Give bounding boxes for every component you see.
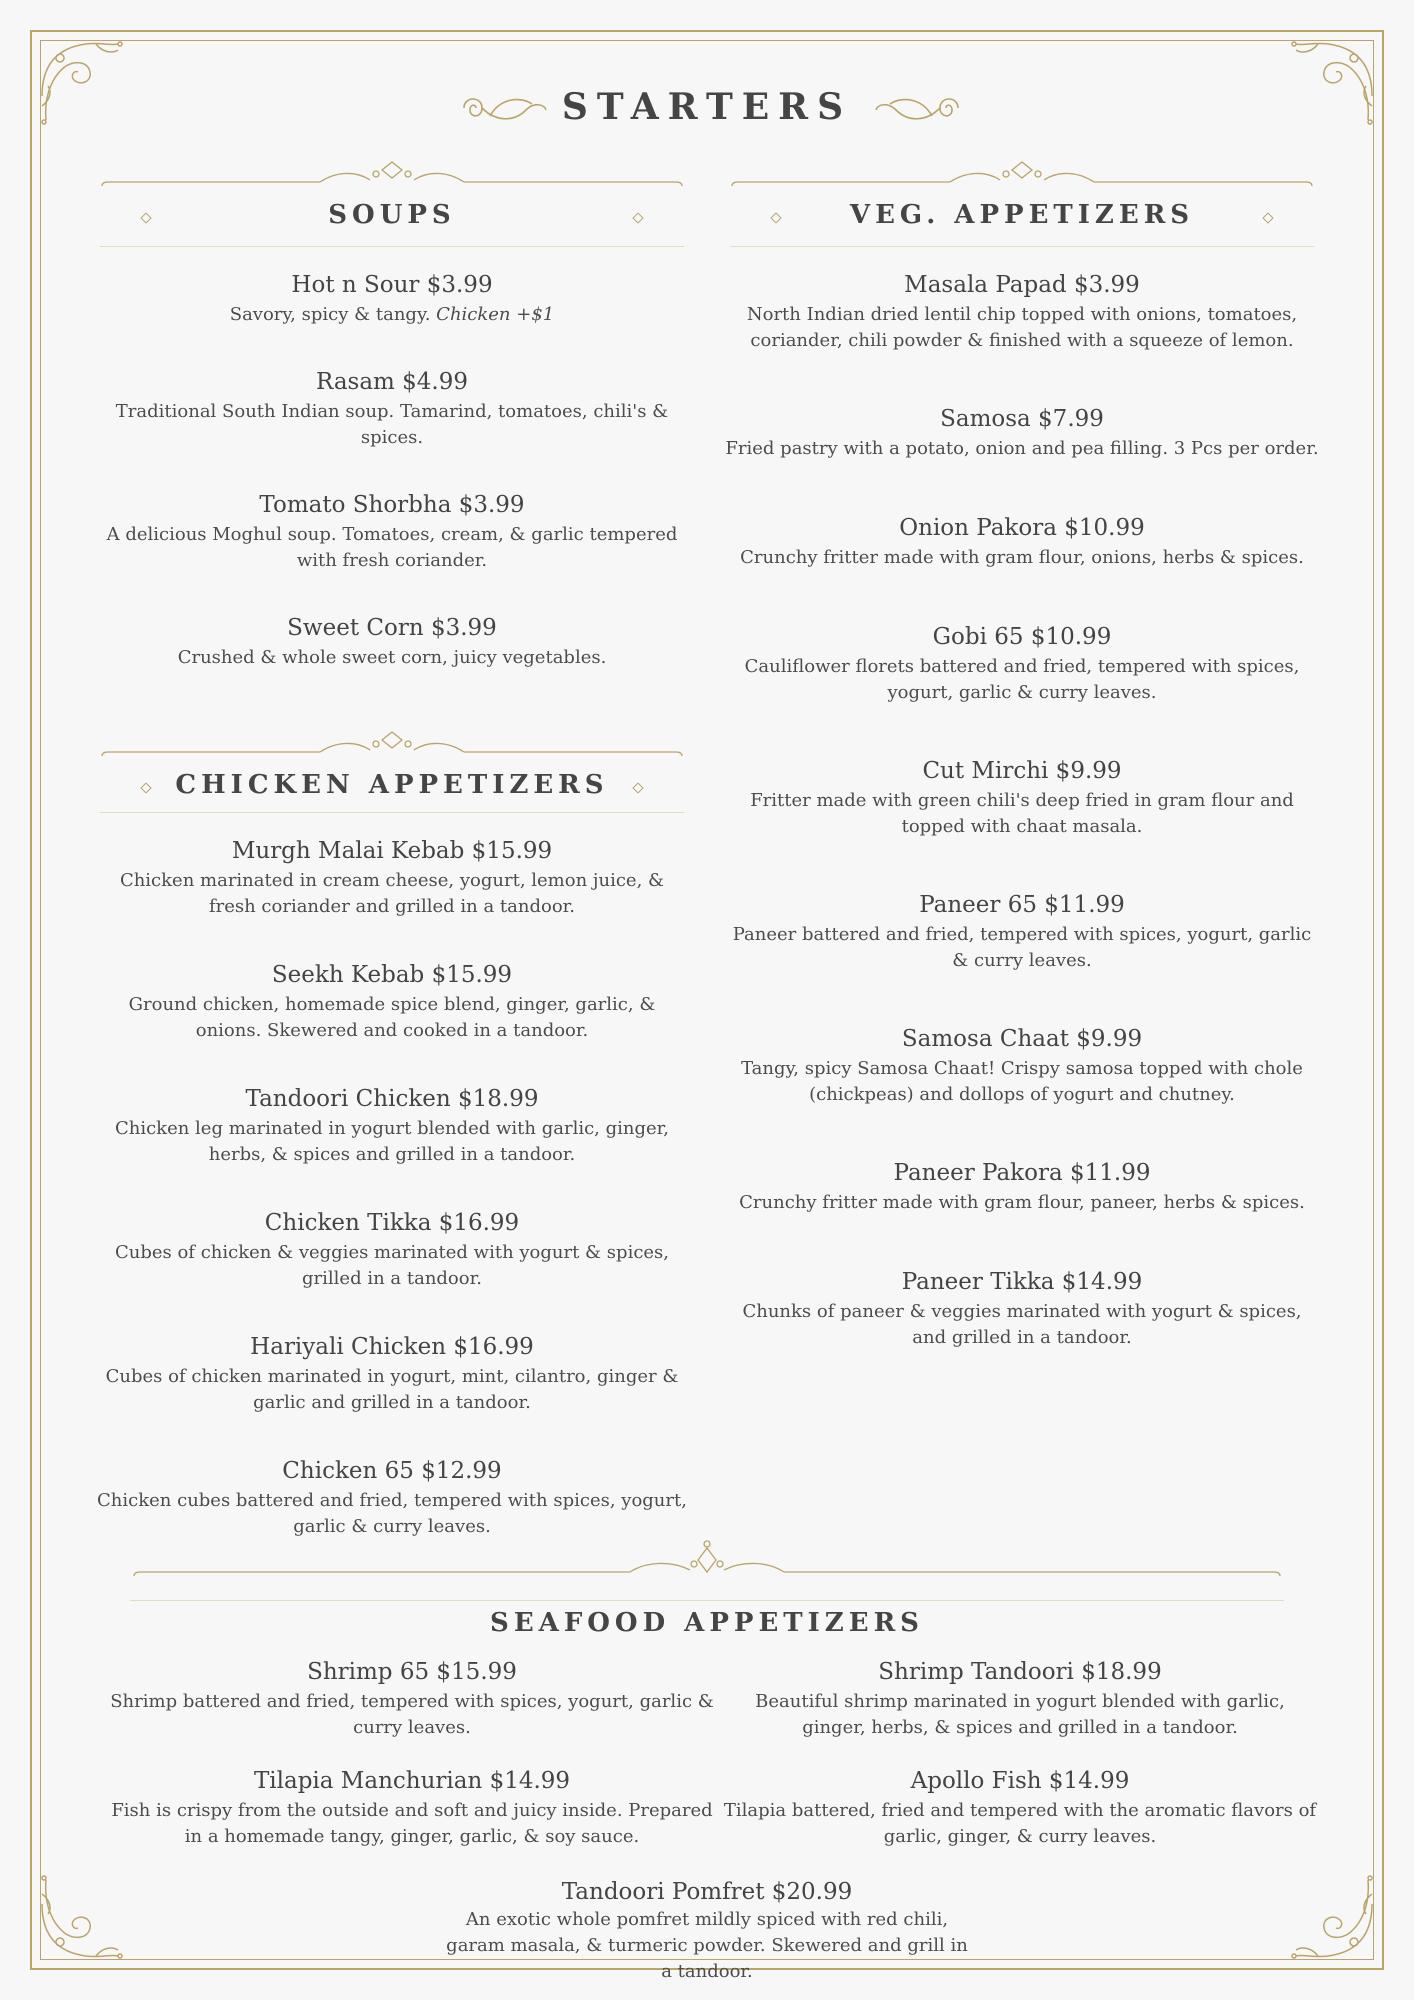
item-description: Fried pastry with a potato, onion and pea filling. 3 Pcs per order. — [725, 438, 1319, 459]
item-name: Tandoori Pomfret $20.99 — [561, 1879, 853, 1905]
item-name: Onion Pakora $10.99 — [899, 515, 1145, 541]
list-item — [104, 1766, 720, 1850]
page-title: STARTERS — [561, 86, 853, 128]
soups-list — [100, 270, 684, 690]
item-name: Hariyali Chicken $16.99 — [250, 1334, 534, 1360]
item-description: North Indian dried lentil chip topped with onions, tomatoes, coriander, chili powder & finished with a squeeze of lemon. — [746, 304, 1298, 351]
item-description: Chicken leg marinated in yogurt blended with garlic, ginger, herbs, & spices and grilled in a tandoor. — [114, 1118, 670, 1165]
list-item — [94, 1208, 690, 1292]
list-item — [724, 622, 1320, 706]
item-name: Murgh Malai Kebab $15.99 — [231, 838, 553, 864]
section-title: CHICKEN APPETIZERS — [175, 770, 609, 800]
list-item — [94, 836, 690, 920]
item-description: Fritter made with green chili's deep fried in gram flour and topped with chaat masala. — [750, 790, 1294, 837]
list-item — [724, 270, 1320, 354]
list-item — [724, 404, 1320, 462]
section-header-veg — [730, 150, 1314, 250]
item-name: Apollo Fish $14.99 — [910, 1768, 1130, 1794]
item-name: Tilapia Manchurian $14.99 — [253, 1768, 571, 1794]
item-description: Beautiful shrimp marinated in yogurt blended with garlic, ginger, herbs, & spices and grilled in a tandoor. — [755, 1691, 1285, 1738]
ornament-divider-icon — [730, 150, 1314, 186]
list-item — [94, 1084, 690, 1168]
list-item — [100, 490, 684, 574]
corner-flourish-icon — [36, 1874, 126, 1964]
item-description: An exotic whole pomfret mildly spiced with red chili, garam masala, & turmeric powder. Skewered and grill in a tandoor. — [446, 1909, 968, 1982]
item-description: Crushed & whole sweet corn, juicy vegetables. — [177, 647, 607, 668]
item-name: Shrimp Tandoori $18.99 — [878, 1659, 1162, 1685]
section-rule — [130, 1600, 1284, 1601]
ornament-divider-icon — [100, 150, 684, 186]
item-description: Chicken cubes battered and fried, tempered with spices, yogurt, garlic & curry leaves. — [97, 1490, 687, 1537]
list-item — [94, 960, 690, 1044]
list-item — [724, 1267, 1320, 1351]
item-description-text: Savory, spicy & tangy. — [229, 304, 437, 325]
item-name: Hot n Sour $3.99 — [291, 272, 493, 298]
item-description: Crunchy fritter made with gram flour, onions, herbs & spices. — [740, 547, 1304, 568]
ornament-divider-icon — [130, 1540, 1284, 1576]
item-name: Rasam $4.99 — [315, 369, 469, 395]
corner-flourish-icon — [1288, 1874, 1378, 1964]
chicken-list — [94, 836, 690, 1556]
item-name: Seekh Kebab $15.99 — [271, 962, 513, 988]
list-item — [100, 613, 684, 671]
item-description: Paneer battered and fried, tempered with spices, yogurt, garlic & curry leaves. — [732, 924, 1312, 971]
section-header-seafood — [130, 1540, 1284, 1640]
item-description: Shrimp battered and fried, tempered with spices, yogurt, garlic & curry leaves. — [110, 1691, 714, 1738]
item-name: Chicken 65 $12.99 — [282, 1458, 502, 1484]
section-title: SOUPS — [328, 200, 456, 230]
list-item — [724, 1024, 1320, 1108]
item-description: Crunchy fritter made with gram flour, paneer, herbs & spices. — [739, 1192, 1305, 1213]
item-description: Traditional South Indian soup. Tamarind, tomatoes, chili's & spices. — [115, 401, 669, 448]
item-name: Chicken Tikka $16.99 — [264, 1210, 520, 1236]
item-description: Cauliflower florets battered and fried, tempered with spices, yogurt, garlic & curry leaves. — [744, 656, 1300, 703]
list-item — [724, 890, 1320, 974]
list-item — [724, 1158, 1320, 1216]
item-description — [100, 302, 684, 328]
item-name: Sweet Corn $3.99 — [287, 615, 497, 641]
item-name: Paneer Pakora $11.99 — [893, 1160, 1151, 1186]
veg-list — [724, 270, 1320, 1370]
list-item — [440, 1877, 974, 1985]
item-description: Ground chicken, homemade spice blend, ginger, garlic, & onions. Skewered and cooked in a tandoor. — [128, 994, 656, 1041]
title-swirl-icon — [872, 88, 962, 128]
ornament-divider-icon — [100, 720, 684, 756]
list-item — [94, 1332, 690, 1416]
section-rule — [100, 812, 684, 813]
section-header-soups — [100, 150, 684, 250]
item-note: Chicken +$1 — [436, 304, 555, 325]
item-name: Tandoori Chicken $18.99 — [245, 1086, 539, 1112]
item-name: Paneer 65 $11.99 — [919, 892, 1125, 918]
item-description: Tilapia battered, fried and tempered with the aromatic flavors of garlic, ginger, & curry leaves. — [723, 1800, 1317, 1847]
item-name: Shrimp 65 $15.99 — [307, 1659, 517, 1685]
list-item — [100, 367, 684, 451]
section-rule — [730, 246, 1314, 247]
section-rule — [100, 246, 684, 247]
section-header-chicken — [100, 720, 684, 820]
list-item — [100, 270, 684, 328]
item-description: Chunks of paneer & veggies marinated with yogurt & spices, and grilled in a tandoor. — [742, 1301, 1302, 1348]
section-title: VEG. APPETIZERS — [849, 200, 1195, 230]
item-name: Tomato Shorbha $3.99 — [259, 492, 525, 518]
item-description: A delicious Moghul soup. Tomatoes, cream, & garlic tempered with fresh coriander. — [106, 524, 678, 571]
item-name: Samosa Chaat $9.99 — [901, 1026, 1143, 1052]
list-item — [724, 513, 1320, 571]
item-name: Paneer Tikka $14.99 — [901, 1269, 1143, 1295]
list-item — [722, 1766, 1318, 1850]
section-title: SEAFOOD APPETIZERS — [490, 1608, 924, 1638]
item-name: Cut Mirchi $9.99 — [922, 758, 1122, 784]
list-item — [104, 1657, 720, 1741]
item-name: Samosa $7.99 — [940, 406, 1104, 432]
item-name: Gobi 65 $10.99 — [932, 624, 1112, 650]
list-item — [94, 1456, 690, 1540]
item-description: Tangy, spicy Samosa Chaat! Crispy samosa topped with chole (chickpeas) and dollops of yogurt and chutney. — [741, 1058, 1303, 1105]
item-description: Cubes of chicken marinated in yogurt, mint, cilantro, ginger & garlic and grilled in a tandoor. — [105, 1366, 679, 1413]
item-description: Cubes of chicken & veggies marinated with yogurt & spices, grilled in a tandoor. — [114, 1242, 670, 1289]
list-item — [724, 756, 1320, 840]
item-description: Chicken marinated in cream cheese, yogurt, lemon juice, & fresh coriander and grilled in a tandoor. — [119, 870, 665, 917]
item-description: Fish is crispy from the outside and soft and juicy inside. Prepared in a homemade tangy, ginger, garlic, & soy sauce. — [111, 1800, 713, 1847]
item-name: Masala Papad $3.99 — [904, 272, 1140, 298]
list-item — [722, 1657, 1318, 1741]
